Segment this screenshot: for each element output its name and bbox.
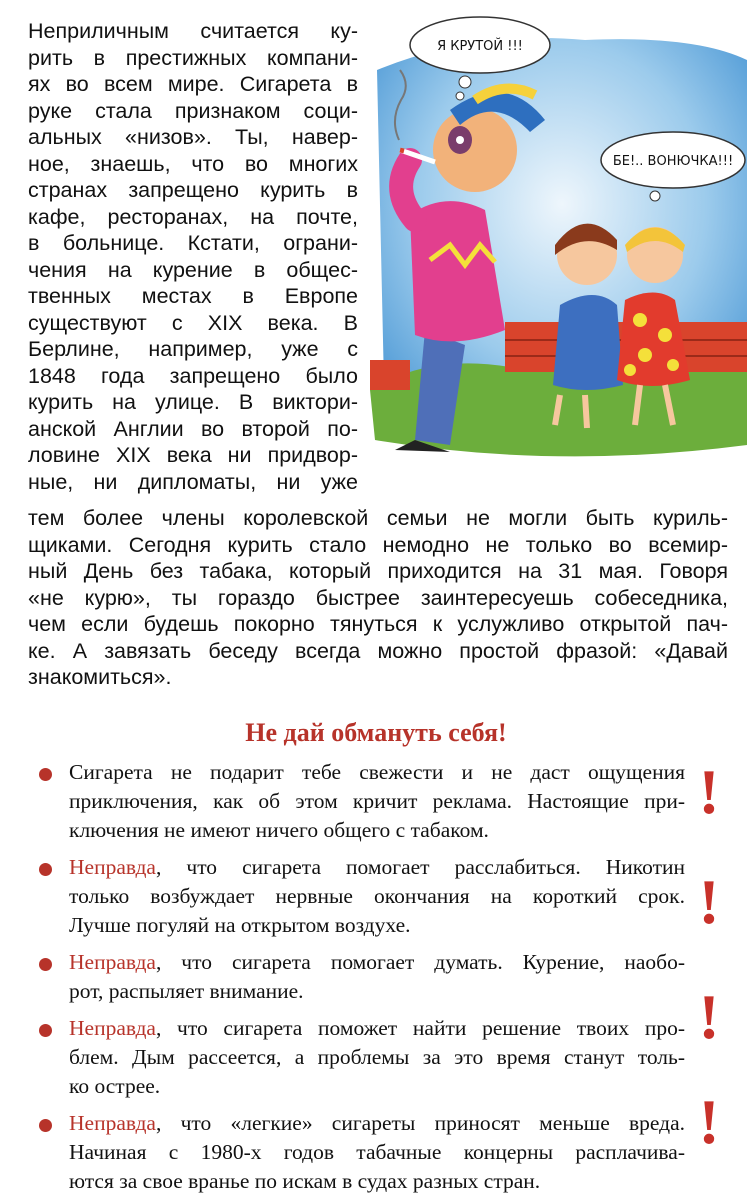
bullet-dot-icon (39, 863, 52, 876)
text-line: Неправда, что сигарета помогает расслабиться. Никотин (69, 855, 685, 879)
bubble-boy-text: Я КРУТОЙ !!! (437, 39, 523, 54)
text-line: кафе, ресторанах, на почте, (28, 204, 358, 229)
text-line: Неправда, что сигарета помогает думать. Курение, наобо- (69, 950, 685, 974)
untrue-label: Неправда (69, 1111, 156, 1135)
bullet-dot-icon (39, 1024, 52, 1037)
bubble-girls-text: БЕ!.. ВОНЮЧКА!!! (612, 154, 734, 169)
text-line: приключения, как об этом кричит реклама. Настоящие при- (69, 789, 685, 813)
text-line: ные, ни дипломаты, ни уже (28, 469, 358, 494)
boy-head (433, 108, 517, 192)
text-line: чения на курение в общес- (28, 257, 358, 282)
text-line: 1848 года запрещено было (28, 363, 358, 388)
text-line: блем. Дым рассеется, а проблемы за это время станут толь- (69, 1045, 685, 1069)
bullet-dot-icon (39, 768, 52, 781)
text-line: Неприличным считается ку- (28, 19, 358, 43)
text-line: рить в престижных компани- (28, 45, 358, 70)
text-line: ях во всем мире. Сигарета в (28, 72, 358, 96)
text-line: в больнице. Кстати, ограни- (28, 231, 358, 255)
text-line: чем если будешь покорно тянуться к услужливо открытой пач- (28, 612, 728, 636)
bullet-dot-icon (39, 1119, 52, 1132)
text-line: странах запрещено курить в (28, 178, 358, 202)
text-line: тем более члены королевской семьи не могли быть куриль- (28, 506, 728, 530)
text-line: Начиная с 1980-х годов табачные концерны расплачива- (69, 1140, 685, 1164)
text-line: рот, распыляет внимание. (69, 979, 304, 1003)
cartoon-illustration (355, 0, 752, 480)
text-line: ключения не имеют ничего общего с табаком. (69, 818, 489, 842)
list-item (35, 948, 685, 1006)
list-item (35, 1109, 685, 1196)
text-line: руке стала признаком соци- (28, 98, 358, 123)
untrue-label: Неправда (69, 855, 156, 879)
boy-arm (401, 160, 415, 220)
exclamation-icon: ! (698, 756, 720, 827)
text-line: ются за свое вранье по искам в судах разных стран. (69, 1169, 541, 1193)
section-heading: Не дай обмануть себя! (245, 718, 507, 747)
untrue-label: Неправда (69, 950, 156, 974)
list-item (35, 758, 685, 845)
text-line: ное, знаешь, что во многих (28, 151, 358, 176)
text-line: знакомиться». (28, 665, 172, 689)
list-item (35, 1014, 685, 1101)
exclamation-icon: ! (698, 866, 720, 937)
text-line: ко острее. (69, 1074, 161, 1098)
girl-left-dress (553, 295, 623, 390)
text-line: Неправда, что сигарета поможет найти решение твоих про- (69, 1016, 685, 1040)
text-line: анской Англии во второй по- (28, 416, 358, 441)
text-line: ке. А завязать беседу всегда можно простой фразой: «Давай (28, 638, 728, 663)
text-line: твенных местах в Европе (28, 284, 358, 308)
text-line: только возбуждает нервные окончания на короткий срок. (69, 884, 685, 908)
text-line: альных «низов». Ты, навер- (28, 125, 358, 149)
intro-paragraph (28, 18, 358, 495)
text-line: щиками. Сегодня курить стало немодно не только во всемир- (28, 532, 728, 557)
text-line: существуют с XIX века. В (28, 310, 358, 335)
text-line: Сигарета не подарит тебе свежести и не даст ощущения (69, 760, 685, 784)
exclamation-icon: ! (698, 981, 720, 1052)
bullet-dot-icon (39, 958, 52, 971)
text-line: Берлине, например, уже с (28, 337, 358, 361)
untrue-label: Неправда (69, 1016, 156, 1040)
list-item (35, 853, 685, 940)
text-line: Лучше погуляй на открытом воздухе. (69, 913, 411, 937)
text-line: ловине XIX века ни придвор- (28, 443, 358, 467)
text-line: курить на улице. В виктори- (28, 390, 358, 414)
continued-paragraph (28, 505, 728, 691)
myths-list (35, 758, 685, 1204)
exclamation-icon: ! (698, 1086, 720, 1157)
text-line: Неправда, что «легкие» сигареты приносят меньше вреда. (69, 1111, 685, 1135)
text-line: «не курю», ты гораздо быстрее заинтересуешь собеседника, (28, 585, 728, 610)
text-line: ный День без табака, который приходится на 31 мая. Говоря (28, 559, 728, 583)
